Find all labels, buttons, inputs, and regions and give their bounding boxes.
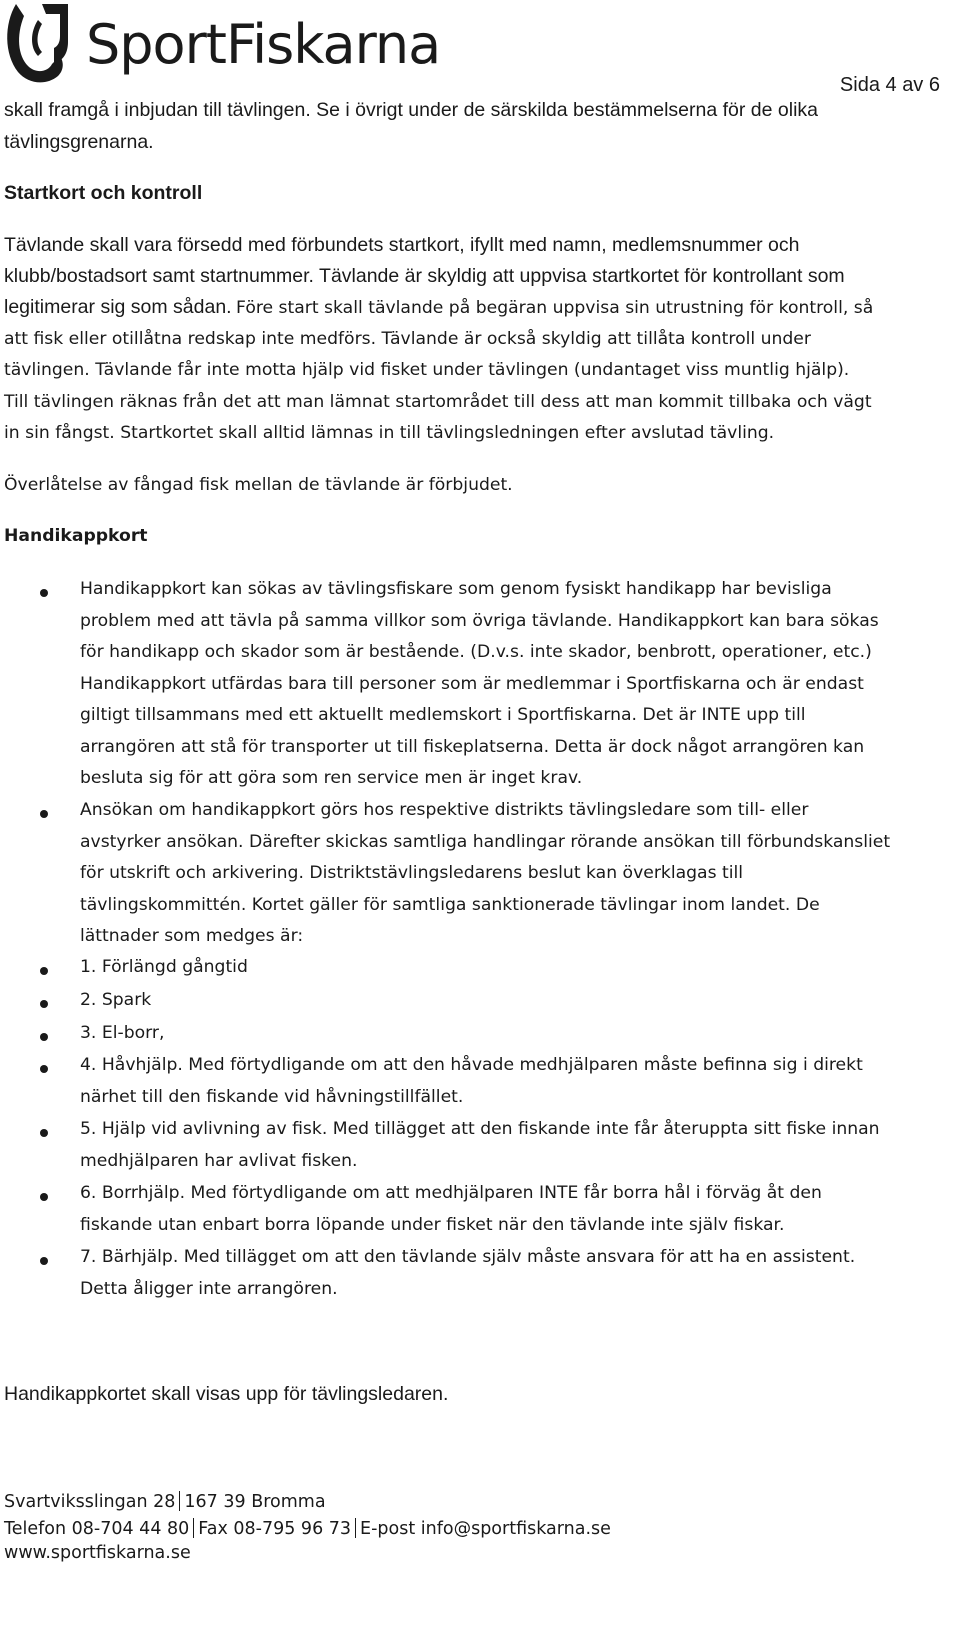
paragraph-line: Till tävlingen räknas från det att man lämnat startområdet till dess att man kommit tillbaka och vägt <box>4 392 872 412</box>
bullet-icon <box>40 1000 48 1008</box>
page-number: Sida 4 av 6 <box>839 74 940 96</box>
list-item-line: avstyrker ansökan. Därefter skickas samtliga handlingar rörande ansökan till förbundskansliet <box>80 831 891 852</box>
logo-wordmark: SportFiskarna <box>86 13 441 76</box>
list-item-line: fiskande utan enbart borra löpande under fisket när den tävlande inte själv fiskar. <box>80 1214 785 1235</box>
bullet-icon <box>40 589 48 597</box>
list-item-line: besluta sig för att göra som ren service men är inget krav. <box>80 768 583 788</box>
list-item-line: arrangören att stå för transporter ut till fiskeplatserna. Detta är dock något arrangören kan <box>80 736 865 757</box>
list-item-line: närhet till den fiskande vid håvningstillfället. <box>80 1086 464 1107</box>
footer-address <box>4 1491 326 1512</box>
footer-separator <box>193 1518 194 1538</box>
transfer-rule: Överlåtelse av fångad fisk mellan de tävlande är förbjudet. <box>4 475 513 495</box>
list-item-line: 5. Hjälp vid avlivning av fisk. Med tillägget att den fiskande inte får återuppta sitt fiske innan <box>80 1119 880 1139</box>
fish-hook-logo-icon <box>2 2 72 90</box>
footer-fax: Fax 08-795 96 73 <box>198 1519 352 1539</box>
paragraph-line: klubb/bostadsort samt startnummer. Tävlande är skyldig att uppvisa startkortet för kontrollant som <box>4 265 845 287</box>
paragraph-segment: Före start skall tävlande på begäran uppvisa sin utrustning för kontroll, så <box>236 298 874 318</box>
bullet-icon <box>40 1033 48 1041</box>
closing-note: Handikappkortet skall visas upp för tävlingsledaren. <box>4 1383 449 1405</box>
paragraph-segment: legitimerar sig som sådan. <box>4 296 232 318</box>
footer-street: Svartviksslingan 28 <box>4 1492 176 1512</box>
list-item-line: Handikappkort utfärdas bara till personer som är medlemmar i Sportfiskarna och är endast <box>80 673 864 694</box>
footer-separator <box>355 1518 356 1538</box>
list-item-line: tävlingskommittén. Kortet gäller för samtliga sanktionerade tävlingar inom landet. De <box>80 894 820 915</box>
paragraph-line: Tävlande skall vara försedd med förbundets startkort, ifyllt med namn, medlemsnummer och <box>4 234 800 256</box>
intro-line: skall framgå i inbjudan till tävlingen. Se i övrigt under de särskilda bestämmelserna för de olika <box>4 99 818 121</box>
list-item-line: 7. Bärhjälp. Med tillägget om att den tävlande själv måste ansvara för att ha en assistent. <box>80 1247 856 1267</box>
list-item-line: 2. Spark <box>80 990 152 1010</box>
intro-line: tävlingsgrenarna. <box>4 131 154 153</box>
footer-web: www.sportfiskarna.se <box>4 1543 191 1563</box>
list-item-line: för handikapp och skador som är bestående. (D.v.s. inte skador, benbrott, operationer, etc.) <box>80 642 872 662</box>
list-item-line: Ansökan om handikappkort görs hos respektive distrikts tävlingsledare som till- eller <box>80 800 809 820</box>
paragraph-line: tävlingen. Tävlande får inte motta hjälp vid fisket under tävlingen (undantaget viss muntlig hjälp). <box>4 360 850 380</box>
list-item-line: 6. Borrhjälp. Med förtydligande om att medhjälparen INTE får borra hål i förväg åt den <box>80 1183 822 1203</box>
list-item-line: Handikappkort kan sökas av tävlingsfiskare som genom fysiskt handikapp har bevisliga <box>80 579 832 599</box>
list-item-line: för utskrift och arkivering. Distriktstävlingsledarens beslut kan överklagas till <box>80 863 744 883</box>
paragraph-line-mixed <box>4 298 873 318</box>
list-item-line: 3. El-borr, <box>80 1023 165 1043</box>
bullet-icon <box>40 1193 48 1201</box>
footer-email: E-post info@sportfiskarna.se <box>360 1519 611 1539</box>
footer-postal: 167 39 Bromma <box>184 1492 326 1512</box>
list-item-line: Detta åligger inte arrangören. <box>80 1278 338 1299</box>
bullet-icon <box>40 1065 48 1073</box>
section-heading-startkort: Startkort och kontroll <box>4 182 203 204</box>
footer-separator <box>179 1491 180 1511</box>
bullet-icon <box>40 967 48 975</box>
footer-phone: Telefon 08-704 44 80 <box>4 1519 190 1539</box>
list-item-line: giltigt tillsammans med ett aktuellt medlemskort i Sportfiskarna. Det är INTE upp till <box>80 705 806 725</box>
paragraph-line: in sin fångst. Startkortet skall alltid lämnas in till tävlingsledningen efter avslutad tävling. <box>4 423 775 443</box>
list-item-line: 4. Håvhjälp. Med förtydligande om att den håvade medhjälparen måste befinna sig i direkt <box>80 1055 863 1075</box>
list-item-line: lättnader som medges är: <box>80 926 304 946</box>
list-item-line: medhjälparen har avlivat fisken. <box>80 1150 358 1171</box>
page-header <box>0 0 960 95</box>
list-item-line: problem med att tävla på samma villkor som övriga tävlande. Handikappkort kan bara sökas <box>80 610 879 631</box>
footer-contact <box>4 1518 611 1539</box>
bullet-icon <box>40 1129 48 1137</box>
bullet-icon <box>40 810 48 818</box>
section-heading-handikapp: Handikappkort <box>4 526 148 546</box>
paragraph-line: att fisk eller otillåtna redskap inte medförs. Tävlande är också skyldig att tillåta kontroll under <box>4 329 811 349</box>
list-item-line: 1. Förlängd gångtid <box>80 957 248 977</box>
bullet-icon <box>40 1257 48 1265</box>
